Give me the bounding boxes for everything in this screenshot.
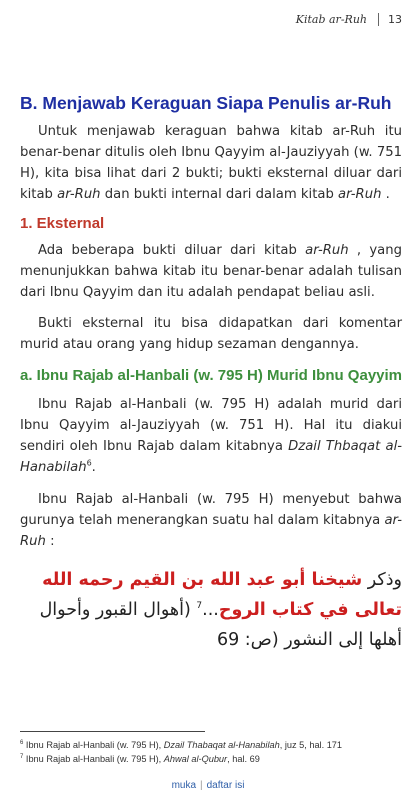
footnote-number: 6 (20, 739, 24, 746)
footnote-divider (20, 731, 205, 732)
arabic-ellipsis: ... (202, 600, 219, 620)
paragraph-text: Ada beberapa bukti diluar dari kitab (38, 243, 306, 258)
arabic-text: وذكر (362, 570, 402, 590)
book-title: ar-Ruh (20, 513, 402, 549)
eksternal-paragraph-1 (20, 240, 402, 303)
rajab-paragraph-1 (20, 394, 402, 478)
footnote-text: , juz 5, hal. 171 (279, 740, 343, 750)
intro-book-title: ar-Ruh (57, 187, 101, 202)
footnote-ref-6[interactable]: 6 (86, 458, 92, 468)
paragraph-text: Ibnu Rajab al-Hanbali (w. 795 H) menyebut bahwa gurunya telah menerangkan suatu hal dalam kitabnya (20, 492, 402, 528)
intro-text: Untuk menjawab keraguan bahwa kitab ar-Ruh itu benar-benar ditulis oleh Ibnu Qayyim al-Jauziyyah (w. 751 H), kita bisa lihat dari 2 bukti; bukti eksternal diluar dari kitab (20, 124, 402, 202)
paragraph-text: : (45, 534, 55, 549)
eksternal-paragraph-2: Bukti eksternal itu bisa didapatkan dari komentar murid atau orang yang hidup sezaman dengannya. (20, 316, 402, 352)
section-heading: B. Menjawab Keraguan Siapa Penulis ar-Ruh (20, 93, 392, 113)
book-title: ar-Ruh (305, 243, 349, 258)
arabic-highlight: شيخنا أبو عبد الله بن القيم رحمه الله تعالى في كتاب الروح (42, 570, 402, 620)
footnote-ref-7[interactable]: 7 (196, 601, 203, 612)
footnote-text: , hal. 69 (227, 754, 260, 764)
page-number: 13 (388, 12, 402, 26)
page-content (20, 93, 402, 655)
footnote-7 (20, 752, 406, 766)
intro-paragraph (20, 121, 402, 205)
footnote-text: Ibnu Rajab al-Hanbali (w. 795 H), (23, 754, 164, 764)
book-title: Dzail Thbaqat al-Hanabilah (20, 439, 402, 475)
paragraph-text: Ibnu Rajab al-Hanbali (w. 795 H) adalah murid dari Ibnu Qayyim al-Jauziyyah (w. 751 H). Hal itu diakui sendiri oleh Ibnu Rajab dalam kitabnya (20, 397, 402, 454)
running-title: Kitab ar-Ruh (295, 12, 367, 26)
footnote-text: Ibnu Rajab al-Hanbali (w. 795 H), (23, 740, 164, 750)
page-navigation (0, 780, 416, 791)
arabic-source: (أهوال القبور وأحوال أهلها إلى النشور (ص: 69 (39, 600, 402, 650)
footnote-number: 7 (20, 753, 24, 760)
nav-separator: | (200, 780, 203, 791)
table-of-contents-link[interactable]: daftar isi (206, 780, 245, 791)
paragraph-text: , yang menunjukkan bahwa kitab itu benar-benar adalah tulisan dari Ibnu Qayyim dan itu adalah pendapat beliau asli. (20, 243, 402, 300)
subheading-ibnu-rajab: a. Ibnu Rajab al-Hanbali (w. 795 H) Murid Ibnu Qayyim (20, 367, 403, 384)
paragraph-text: . (91, 460, 96, 475)
intro-text: . (381, 187, 390, 202)
arabic-quote (20, 565, 402, 655)
footnote-book-title: Ahwal al-Qubur (163, 754, 228, 764)
footnote-book-title: Dzail Thabaqat al-Hanabilah (163, 740, 280, 750)
running-header (296, 8, 402, 30)
intro-text: dan bukti internal dari dalam kitab (100, 187, 339, 202)
intro-book-title: ar-Ruh (338, 187, 382, 202)
footnote-6 (20, 738, 406, 752)
header-divider (378, 13, 379, 26)
footnotes (20, 738, 406, 766)
subheading-eksternal: 1. Eksternal (20, 215, 105, 232)
home-link[interactable]: muka (171, 780, 197, 791)
rajab-paragraph-2 (20, 489, 402, 552)
